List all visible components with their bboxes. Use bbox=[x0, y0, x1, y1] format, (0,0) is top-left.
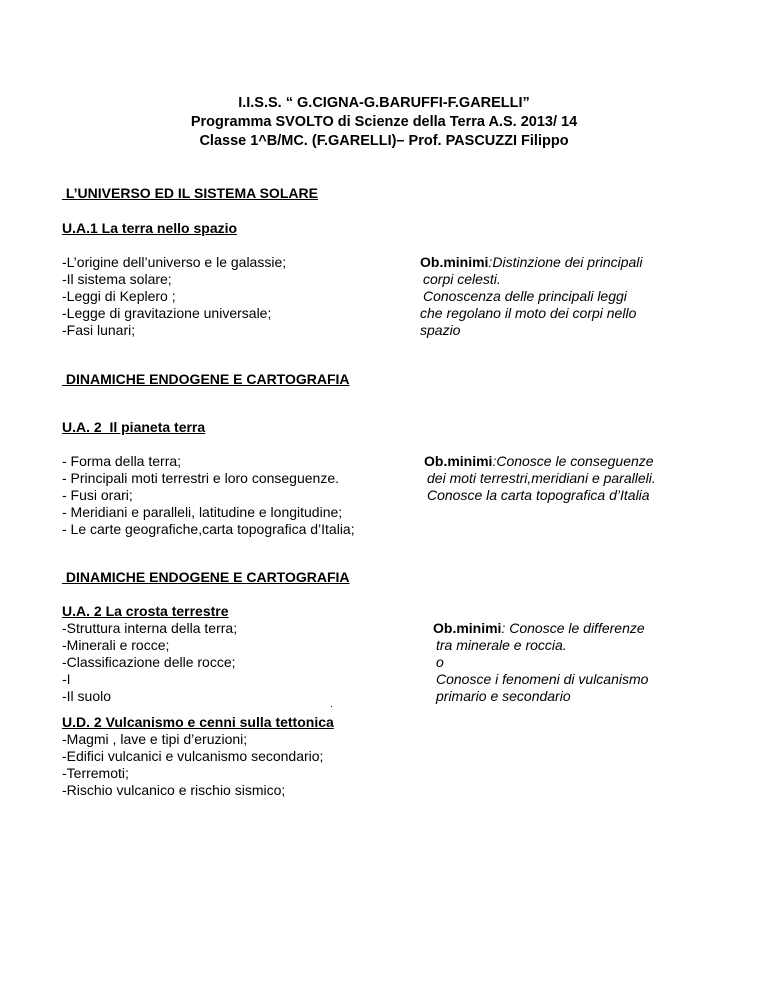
unit-title-ua2-pianeta: U.A. 2 Il pianeta terra bbox=[62, 419, 206, 435]
section-title-universo: L’UNIVERSO ED IL SISTEMA SOLARE bbox=[62, 185, 318, 201]
objectives-text: spazio bbox=[420, 322, 461, 338]
list-item: -Edifici vulcanici e vulcanismo secondario; bbox=[62, 748, 324, 764]
objectives-text: Conoscenza delle principali leggi bbox=[423, 288, 627, 304]
list-item: -Minerali e rocce; bbox=[62, 637, 170, 653]
topic-list-ua1 bbox=[62, 254, 286, 339]
topic-list-ud2-vulcanismo bbox=[62, 731, 323, 799]
objectives-text: tra minerale e roccia. bbox=[436, 637, 567, 653]
list-item: -Magmi , lave e tipi d’eruzioni; bbox=[62, 731, 248, 747]
list-item: -Leggi di Keplero ; bbox=[62, 288, 176, 304]
topic-list-ua2-crosta bbox=[62, 620, 237, 705]
list-item: - Fusi orari; bbox=[62, 487, 133, 503]
list-item: -Rischio vulcanico e rischio sismico; bbox=[62, 782, 286, 798]
objectives-ua2-pianeta bbox=[424, 453, 656, 504]
section-title-dinamiche-1: DINAMICHE ENDOGENE E CARTOGRAFIA bbox=[62, 371, 350, 387]
objectives-ua2-crosta bbox=[433, 620, 648, 705]
header-line-2: Programma SVOLTO di Scienze della Terra A.S. 2013/ 14 bbox=[190, 114, 578, 130]
list-item: -L’origine dell’universo e le galassie; bbox=[62, 254, 287, 270]
list-item: -I bbox=[62, 671, 71, 687]
section-title-dinamiche-2: DINAMICHE ENDOGENE E CARTOGRAFIA bbox=[62, 569, 350, 585]
objectives-text: Conosce la carta topografica d’Italia bbox=[427, 487, 650, 503]
header-line-3: Classe 1^B/MC. (F.GARELLI)– Prof. PASCUZZI Filippo bbox=[199, 133, 569, 149]
objectives-ua1 bbox=[420, 254, 643, 339]
objectives-text: :Distinzione dei principali bbox=[488, 254, 643, 270]
objectives-text: o bbox=[436, 654, 444, 670]
unit-title-ua1: U.A.1 La terra nello spazio bbox=[62, 220, 238, 236]
unit-title-ud2-vulcanismo: U.D. 2 Vulcanismo e cenni sulla tettonica bbox=[62, 714, 334, 730]
list-item: -Il sistema solare; bbox=[62, 271, 172, 287]
list-item: -Struttura interna della terra; bbox=[62, 620, 238, 636]
unit-title-ua2-crosta: U.A. 2 La crosta terrestre bbox=[62, 603, 229, 619]
list-item: - Le carte geografiche,carta topografica d’Italia; bbox=[62, 521, 355, 537]
list-item: -Legge di gravitazione universale; bbox=[62, 305, 272, 321]
list-item: - Forma della terra; bbox=[62, 453, 182, 469]
objectives-text: :Conosce le conseguenze bbox=[492, 453, 654, 469]
objectives-label: Ob.minimi bbox=[420, 254, 489, 270]
list-item: -Fasi lunari; bbox=[62, 322, 136, 338]
objectives-text: dei moti terrestri,meridiani e paralleli. bbox=[427, 470, 656, 486]
list-item: - Meridiani e paralleli, latitudine e longitudine; bbox=[62, 504, 343, 520]
objectives-label: Ob.minimi bbox=[433, 620, 502, 636]
objectives-text: Conosce i fenomeni di vulcanismo bbox=[436, 671, 649, 687]
objectives-text: corpi celesti. bbox=[423, 271, 501, 287]
list-item: -Terremoti; bbox=[62, 765, 129, 781]
objectives-text: che regolano il moto dei corpi nello bbox=[420, 305, 637, 321]
topic-list-ua2-pianeta bbox=[62, 453, 355, 538]
objectives-label: Ob.minimi bbox=[424, 453, 493, 469]
list-item: -Classificazione delle rocce; bbox=[62, 654, 236, 670]
objectives-text: : Conosce le differenze bbox=[501, 620, 645, 636]
list-item: -Il suolo bbox=[62, 688, 112, 704]
list-item: - Principali moti terrestri e loro conseguenze. bbox=[62, 470, 340, 486]
stray-dot: . bbox=[330, 699, 333, 710]
header-line-1: I.I.S.S. “ G.CIGNA-G.BARUFFI-F.GARELLI” bbox=[238, 95, 530, 111]
objectives-text: primario e secondario bbox=[436, 688, 571, 704]
